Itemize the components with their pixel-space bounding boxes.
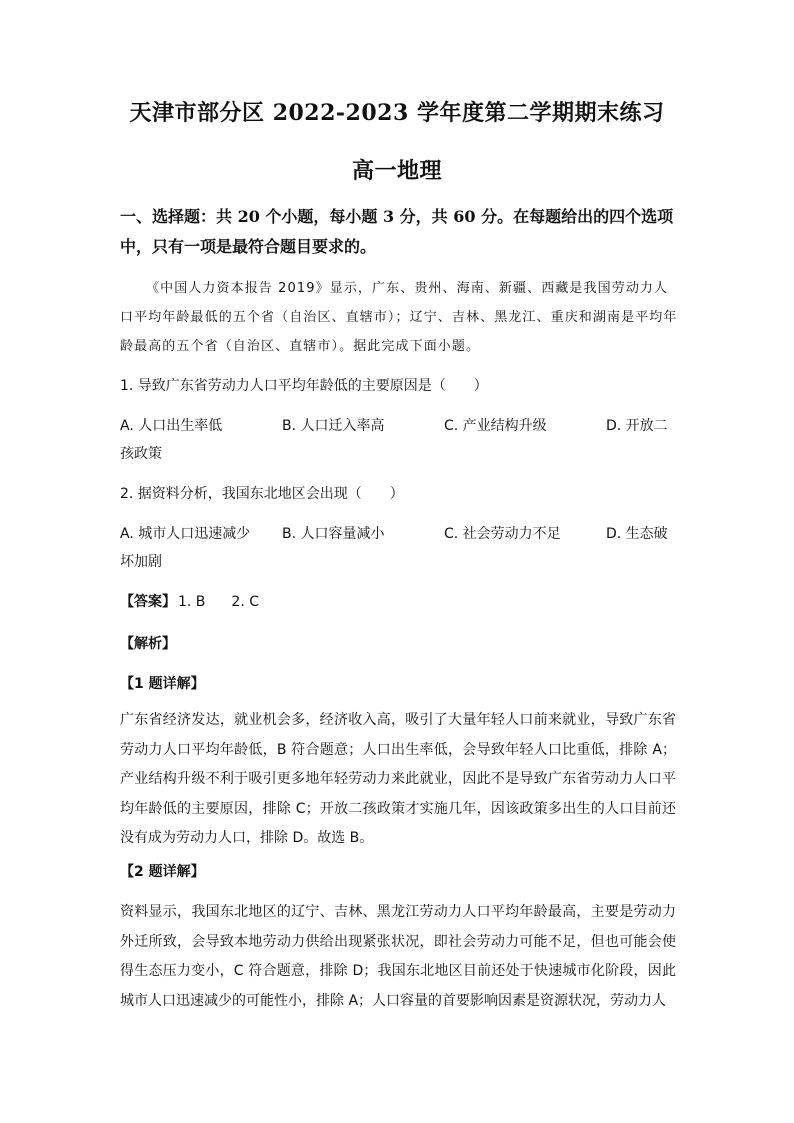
question-2-option-b: B. 人口容量减小 [282,526,385,542]
answer-q1: 1. B [178,594,206,610]
question-1-option-d: D. 开放二 [606,418,668,434]
document-title: 天津市部分区 2022-2023 学年度第二学期期末练习 [129,100,665,126]
answer-label: 【答案】 [120,594,176,610]
section-heading-line2: 中，只有一项是最符合题目要求的。 [120,237,377,256]
question-1-option-b: B. 人口迁入率高 [282,418,385,434]
question-2-option-c: C. 社会劳动力不足 [444,526,561,542]
detail-2-text: 资料显示，我国东北地区的辽宁、吉林、黑龙江劳动力人口平均年龄最高，主要是劳动力外迁所致，会导致本地劳动力供给出现紧张状况，即社会劳动力可能不足，但也可能会使得生态压力变小，C 符合题意，排除 D；我国东北地区目前还处于快速城市化阶段，因此城市人口迅速减少的可能性小，排除 A；人口容量的首要影响因素是资源状况，劳动力人 [120,904,676,1009]
section-heading-line1: 一、选择题：共 20 个小题，每小题 3 分，共 60 分。在每题给出的四个选项 [120,207,674,226]
question-2-option-a: A. 城市人口迅速减少 [120,526,251,542]
detail-1-label: 【1 题详解】 [120,676,205,692]
question-2-option-d: D. 生态破 [606,526,668,542]
detail-1-text: 广东省经济发达，就业机会多，经济收入高，吸引了大量年轻人口前来就业，导致广东省劳动力人口平均年龄低，B 符合题意；人口出生率低，会导致年轻人口比重低，排除 A；产业结构升级不利于吸引更多地年轻劳动力来此就业，因此不是导致广东省劳动力人口平均年龄低的主要原因，排除 C；开放二孩政策才实施几年，因该政策多出生的人口目前还没有成为劳动力人口，排除 D。故选 B。 [120,712,676,846]
question-1-option-d-continuation: 孩政策 [120,446,162,462]
reading-passage: 《中国人力资本报告 2019》显示，广东、贵州、海南、新疆、西藏是我国劳动力人口平均年龄最低的五个省（自治区、直辖市）；辽宁、吉林、黑龙江、重庆和湖南是平均年龄最高的五个省（自治区、直辖市）。据此完成下面小题。 [120,281,678,354]
answer-line [120,592,259,612]
analysis-label: 【解析】 [120,636,176,652]
document-subtitle: 高一地理 [351,158,442,184]
question-1-option-c: C. 产业结构升级 [444,418,547,434]
section-heading [120,202,680,262]
question-2-stem: 2. 据资料分析，我国东北地区会出现（ ） [120,486,404,502]
question-1-option-a: A. 人口出生率低 [120,418,223,434]
answer-q2: 2. C [231,594,260,610]
detail-2-label: 【2 题详解】 [120,864,205,880]
question-2-option-d-continuation: 坏加剧 [120,554,162,570]
question-1-stem: 1. 导致广东省劳动力人口平均年龄低的主要原因是（ ） [120,378,488,394]
